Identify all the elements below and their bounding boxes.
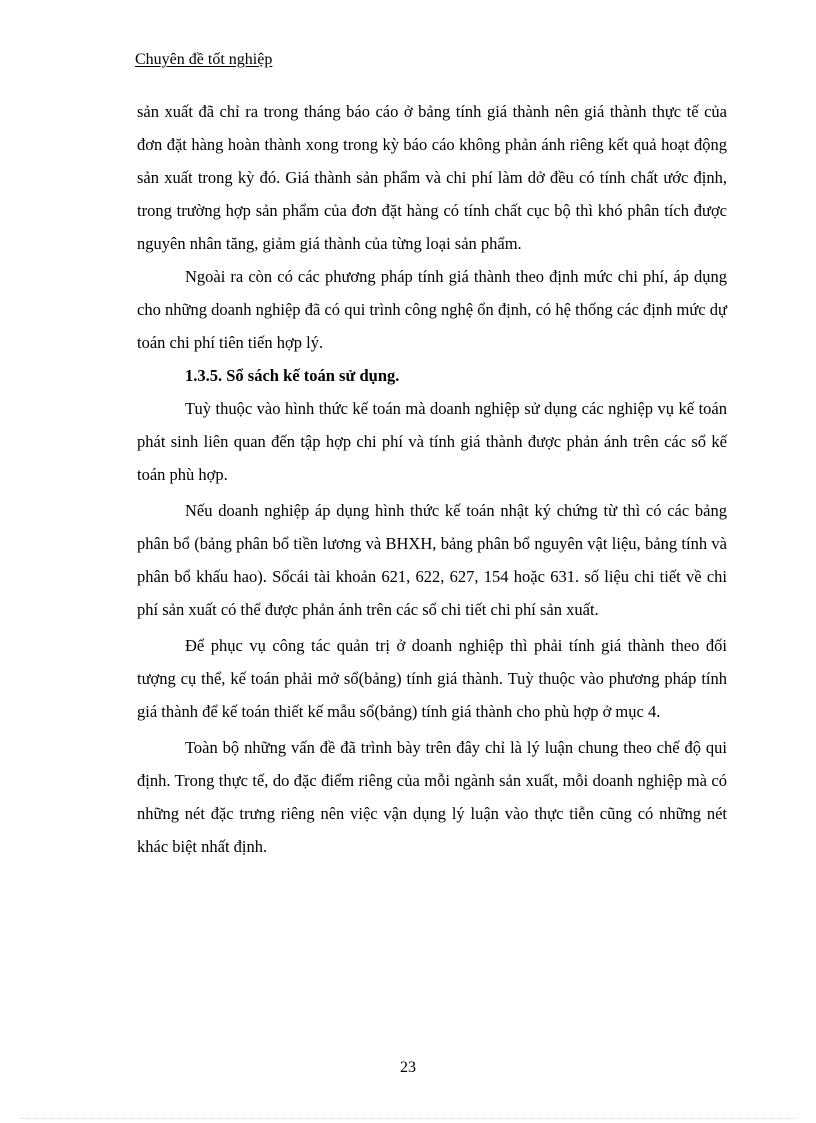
paragraph-continued: sản xuất đã chỉ ra trong tháng báo cáo ở bảng tính giá thành nên giá thành thực tế của đơn đặt hàng hoàn thành xong trong kỳ báo cáo không phản ánh riêng kết quả hoạt động sản xuất trong kỳ đó. Giá thành sản phẩm và chi phí làm dở đều có tính chất ước định, trong trường hợp sản phẩm của đơn đặt hàng có tính chất cục bộ thì khó phân tích được nguyên nhân tăng, giảm giá thành của từng loại sản phẩm.	[137, 102, 727, 253]
paragraph-management: Để phục vụ công tác quản trị ở doanh nghiệp thì phải tính giá thành theo đối tượng cụ thể, kế toán phải mở sổ(bảng) tính giá thành. Tuỳ thuộc vào phương pháp tính giá thành để kế toán thiết kế mẫu sổ(bảng) tính giá thành cho phù hợp ở mục 4.	[137, 636, 727, 721]
document-body	[137, 95, 727, 863]
paragraph-norm-costing: Ngoài ra còn có các phương pháp tính giá thành theo định mức chi phí, áp dụng cho những doanh nghiệp đã có qui trình công nghệ ổn định, có hệ thống các định mức dự toán chi phí tiên tiến hợp lý.	[137, 267, 727, 352]
section-heading: 1.3.5. Sổ sách kế toán sử dụng.	[185, 366, 400, 385]
document-header: Chuyên đề tốt nghiệp	[135, 51, 273, 68]
page-bottom-divider	[20, 1118, 796, 1119]
paragraph-conclusion: Toàn bộ những vấn đề đã trình bày trên đây chỉ là lý luận chung theo chế độ qui định. Trong thực tế, do đặc điểm riêng của mỗi ngành sản xuất, mỗi doanh nghiệp mà có những nét đặc trưng riêng nên việc vận dụng lý luận vào thực tiễn cũng có những nét khác biệt nhất định.	[137, 738, 727, 856]
paragraph-journal-vouchers: Nếu doanh nghiệp áp dụng hình thức kế toán nhật ký chứng từ thì có các bảng phân bổ (bảng phân bổ tiền lương và BHXH, bảng phân bổ nguyên vật liệu, bảng tính và phân bổ khấu hao). Sổcái tài khoản 621, 622, 627, 154 hoặc 631. số liệu chi tiết về chi phí sản xuất có thể được phản ánh trên các sổ chi tiết chi phí sản xuất.	[137, 501, 727, 619]
paragraph-accounting-forms: Tuỳ thuộc vào hình thức kế toán mà doanh nghiệp sử dụng các nghiệp vụ kế toán phát sinh liên quan đến tập hợp chi phí và tính giá thành được phản ánh trên các sổ kế toán phù hợp.	[137, 399, 727, 484]
page-number: 23	[400, 1059, 416, 1076]
